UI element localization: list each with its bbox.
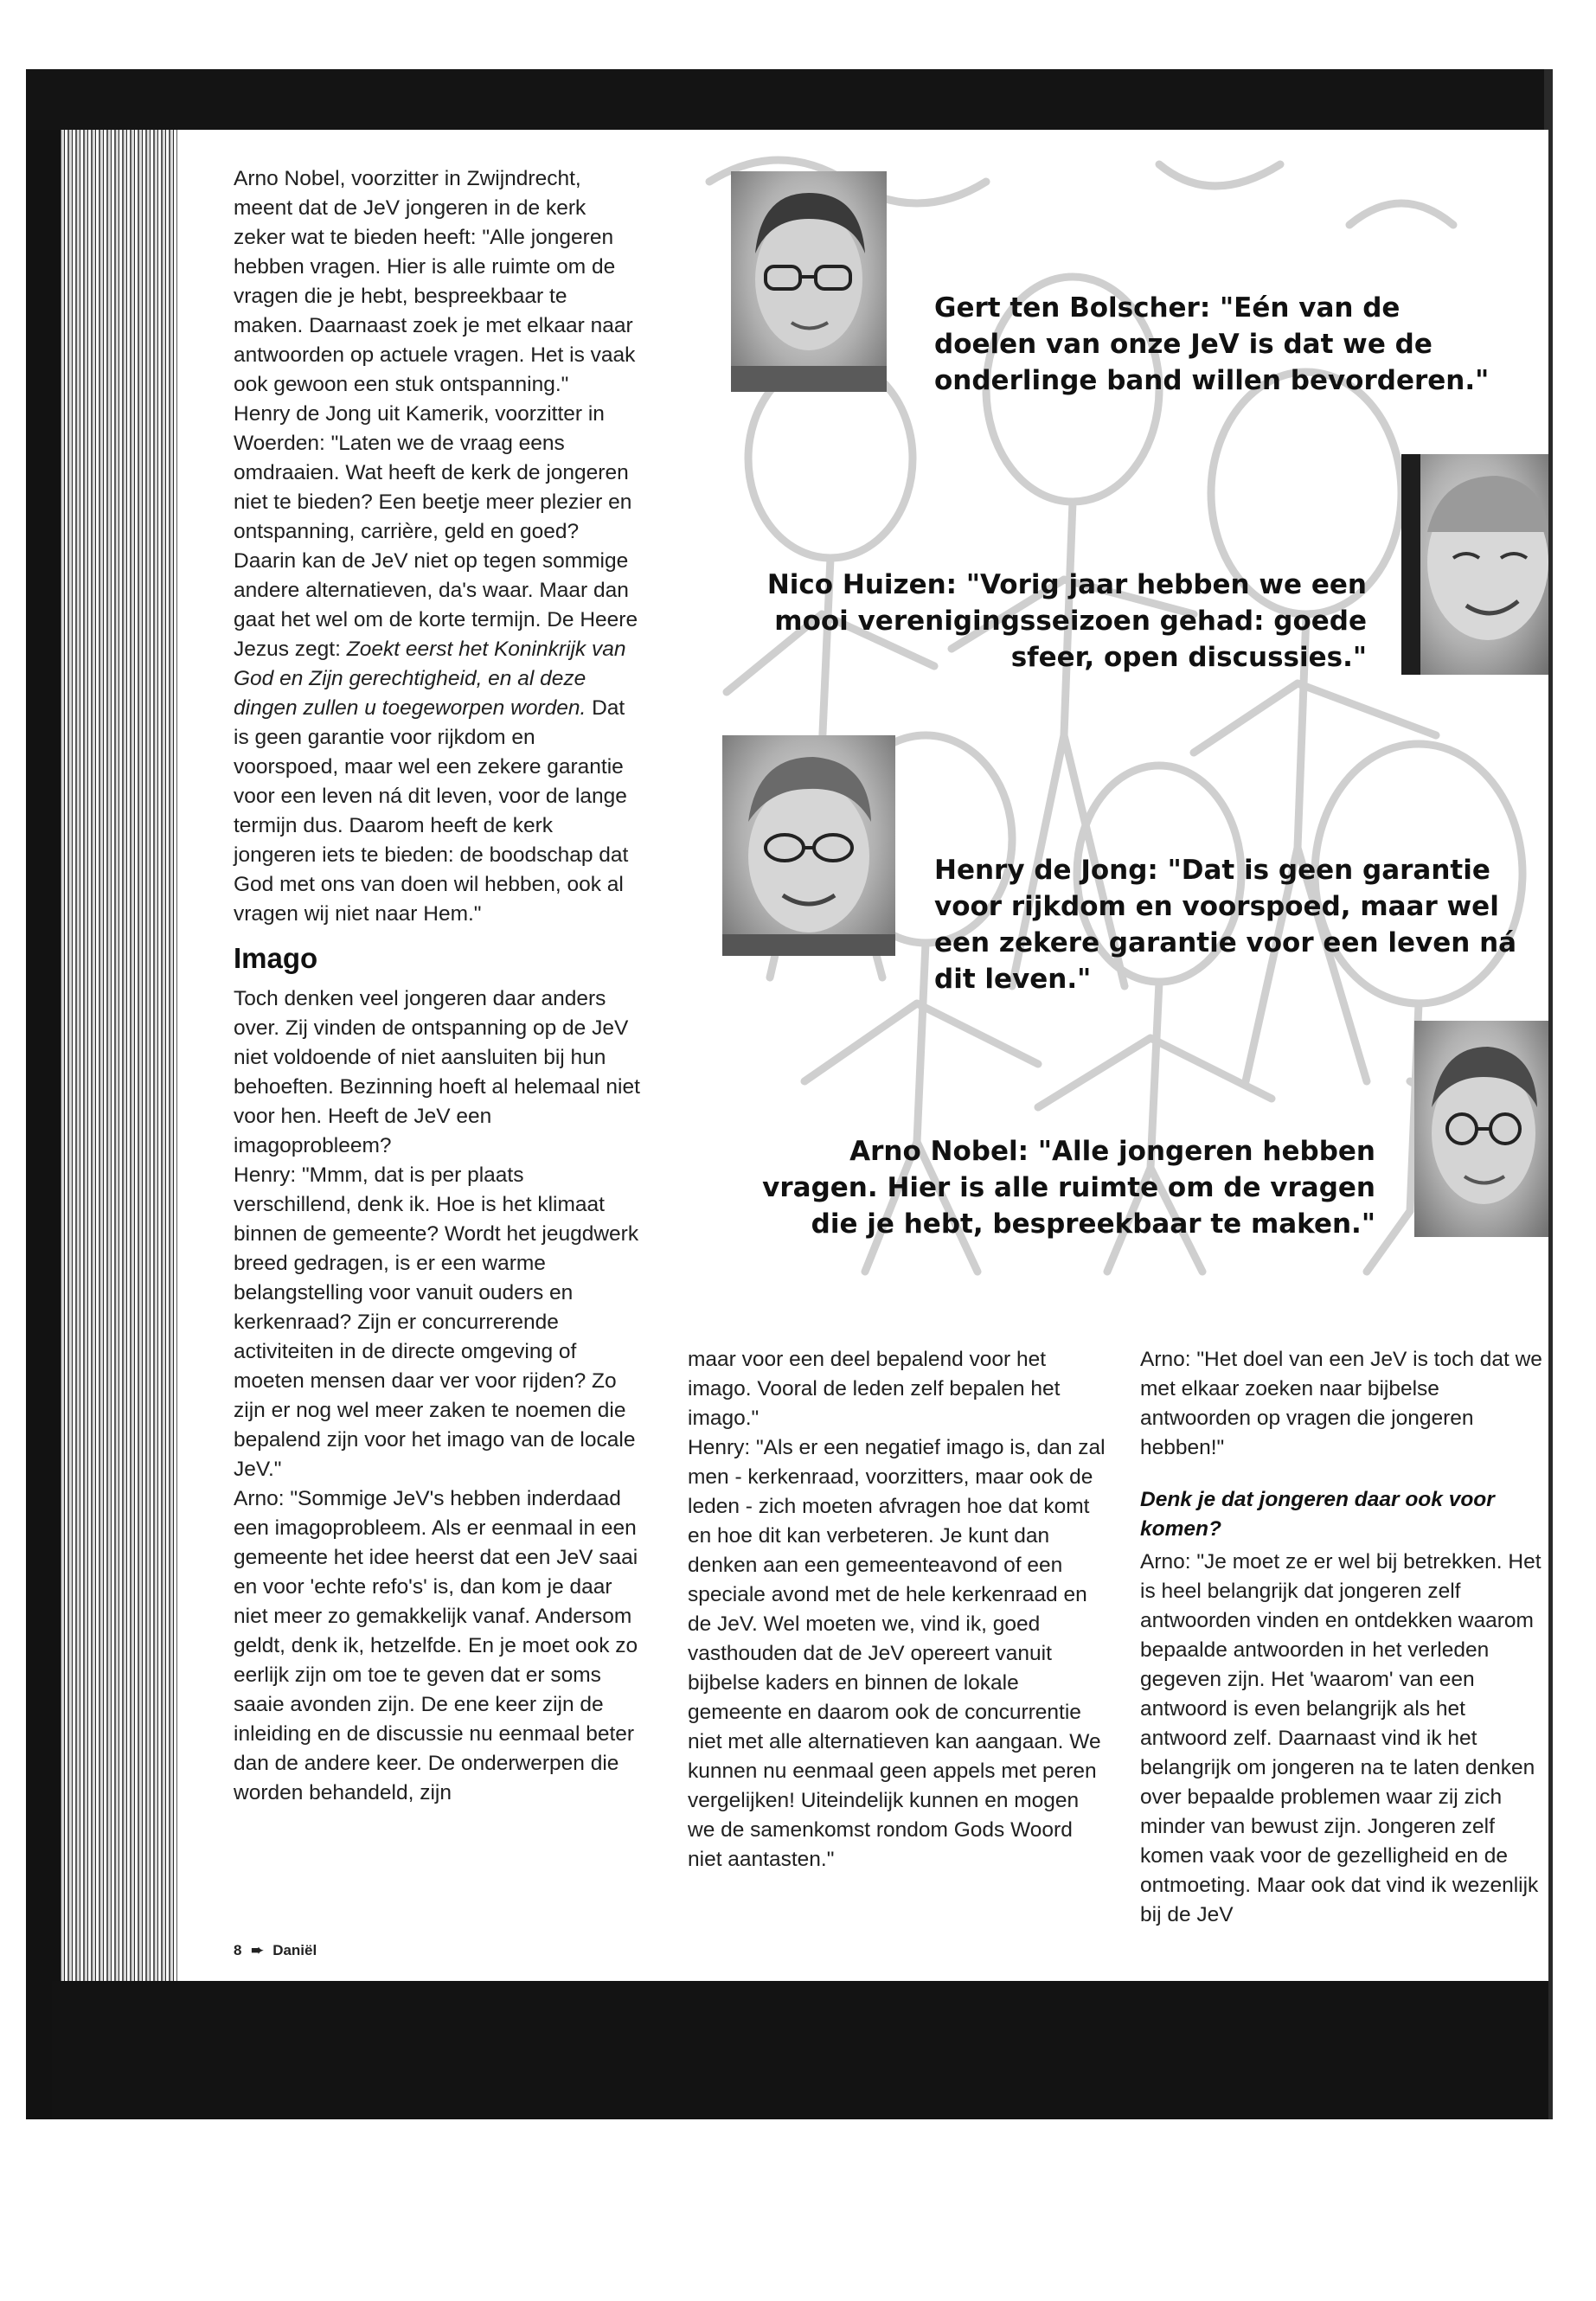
section-heading-imago: Imago — [234, 942, 318, 974]
pull-quote-nico-huizen: Nico Huizen: "Vorig jaar hebben we een mooi verenigingsseizoen gehad: goede sfeer, open discussies." — [766, 569, 1367, 673]
portrait-arno-nobel — [1414, 1021, 1548, 1237]
interview-question: Denk je dat jongeren daar ook voor komen? — [1140, 1488, 1495, 1541]
paragraph-continued: maar voor een deel bepalend voor het imago. Vooral de leden zelf bepalen het imago." — [688, 1348, 1061, 1430]
magazine-name: Daniël — [272, 1942, 317, 1958]
scan-border-left — [26, 69, 61, 2119]
article-column-middle — [688, 1345, 1112, 1875]
scan-border-bottom — [52, 1981, 1548, 2119]
paragraph-arno-answer: Arno: "Sommige JeV's hebben inderdaad een imagoprobleem. Als er eenmaal in een gemeente het idee heerst dat een JeV saai en voor 'echte refo's' is, dan kom je daar niet meer zo gemakkelijk vanaf. Andersom geldt, denk ik, hetzelfde. En je moet ook zo eerlijk zijn om toe te geven dat er soms saaie avonden zijn. De ene keer zijn de inleiding en de discussie nu eenmaal beter dan de andere keer. De onderwerpen die worden behandeld, zijn — [234, 1487, 638, 1804]
portrait-nico-huizen — [1401, 454, 1548, 675]
paragraph-imago-question: Toch denken veel jongeren daar anders over. Zij vinden de ontspanning op de JeV niet voldoende of niet aansluiten bij hun behoeften. Bezinning hoeft al helemaal niet voor hen. Heeft de JeV een imagoprobleem? — [234, 987, 640, 1157]
bible-quote: Zoekt eerst het Koninkrijk van God en Zijn gerechtigheid, en al deze dingen zullen u toegeworpen worden. — [234, 638, 626, 720]
paragraph-henry-intro — [234, 400, 640, 929]
scan-border-top — [26, 69, 1548, 130]
arrow-icon: ➨ — [251, 1942, 264, 1958]
page-footer — [234, 1942, 317, 1959]
paragraph-text: Dat is geen garantie voor rijkdom en voorspoed, maar wel een zekere garantie voor een leven ná dit leven, voor de lange termijn dus. Daarom heeft de kerk jongeren iets te bieden: de boodschap dat God met ons van doen wil hebben, ook al vragen wij niet naar Hem." — [234, 696, 629, 926]
paragraph-henry-negative-image: Henry: "Als er een negatief imago is, dan zal men - kerkenraad, voorzitters, maar ook de leden - zich moeten afvragen hoe dat komt en hoe dit kan verbeteren. Je kunt dan denken aan een gemeenteavond of een speciale avond met de hele kerkenraad en de JeV. Wel moeten we, vind ik, goed vasthouden dat de JeV opereert vanuit bijbelse kaders en binnen de lokale gemeente en daarom ook de concurrentie niet met alle alternatieven kan aangaan. We kunnen nu eenmaal geen appels met peren vergelijken! Uiteindelijk kunnen en mogen we de samenkomst rondom Gods Woord niet aantasten." — [688, 1436, 1106, 1871]
paragraph-arno-intro: Arno Nobel, voorzitter in Zwijndrecht, meent dat de JeV jongeren in de kerk zeker wat te bieden heeft: "Alle jongeren hebben vragen. Hier is alle ruimte om de vragen die je hebt, bespreekbaar te maken. Daarnaast zoek je met elkaar naar antwoorden op actuele vragen. Het is vaak ook gewoon een stuk ontspanning." — [234, 167, 636, 396]
pull-quote-gert-ten-bolscher: Gert ten Bolscher: "Eén van de doelen van onze JeV is dat we de onderlinge band willen bevorderen." — [934, 292, 1490, 396]
paragraph-arno-goal: Arno: "Het doel van een JeV is toch dat we met elkaar zoeken naar bijbelse antwoorden op vragen die jongeren hebben!" — [1140, 1348, 1542, 1459]
paragraph-henry-answer: Henry: "Mmm, dat is per plaats verschillend, denk ik. Hoe is het klimaat binnen de gemeente? Wordt het jeugdwerk breed gedragen, is er een warme belangstelling voor vanuit ouders en kerkenraad? Zijn er concurrerende activiteiten in de directe omgeving of moeten mensen daar ver voor rijden? Zo zijn er nog wel meer zaken te noemen die bepalend zijn voor het imago van de locale JeV." — [234, 1163, 639, 1481]
pull-quote-henry-de-jong: Henry de Jong: "Dat is geen garantie voor rijkdom en voorspoed, maar wel een zekere garantie voor een leven ná dit leven." — [934, 855, 1517, 995]
article-column-left — [234, 164, 640, 1808]
article-column-right — [1140, 1345, 1547, 1930]
pull-quote-arno-nobel: Arno Nobel: "Alle jongeren hebben vragen. Hier is alle ruimte om de vragen die je hebt, bespreekbaar te maken." — [762, 1136, 1375, 1240]
paragraph-arno-involve: Arno: "Je moet ze er wel bij betrekken. Het is heel belangrijk dat jongeren zelf antwoorden vinden en ontdekken waarom bepaalde antwoorden in het verleden gegeven zijn. Het 'waarom' van een antwoord is even belangrijk als het antwoord zelf. Daarnaast vind ik het belangrijk om jongeren na te laten denken over bepaalde problemen waar zij zich minder van bewust zijn. Jongeren zelf komen vaak voor de gezelligheid en de ontmoeting. Maar ook dat vind ik wezenlijk bij de JeV — [1140, 1550, 1542, 1926]
portrait-henry-de-jong — [722, 735, 895, 956]
page-number: 8 — [234, 1942, 242, 1958]
portrait-gert-ten-bolscher — [731, 171, 887, 392]
paragraph-text: Henry de Jong uit Kamerik, voorzitter in Woerden: "Laten we de vraag eens omdraaien. Wat heeft de kerk de jongeren niet te bieden? Een beetje meer plezier en ontspanning, carrière, geld en goed? Daarin kan de JeV niet op tegen sommige andere alternatieven, da's waar. Maar dan gaat het wel om de korte termijn. De Heere Jezus zegt: — [234, 402, 638, 661]
